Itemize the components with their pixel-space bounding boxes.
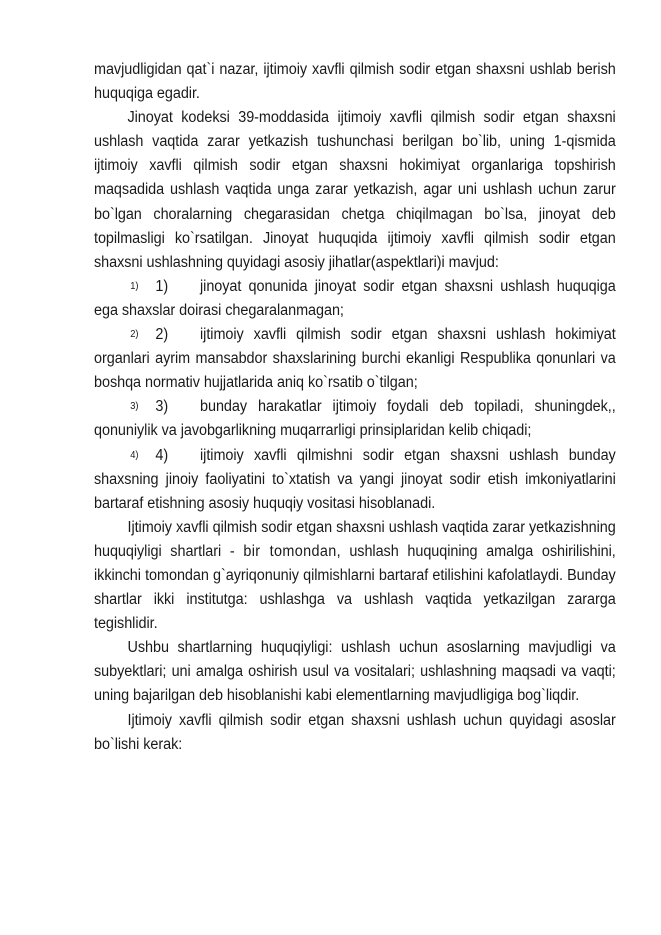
list-item-text: ijtimoiy xavfli qilmishni sodir etgan shaxsni ushlash bunday shaxsning jinoiy faoliyatini to`xtatish va yangi jinoyat sodir etish imkoniyatlarini bartaraf etishning asosiy huquqiy vositasi hisoblanadi. bbox=[94, 446, 616, 512]
list-item bbox=[94, 323, 616, 395]
paragraph-elements: Ushbu shartlarning huquqiyligi: ushlash uchun asoslarning mavjudligi va subyektlari; uni amalga oshirish usul va vositalari; ushlashning maqsadi va vaqti; uning bajarilgan deb hisoblanishi kabi elementlarning mavjudligiga bog`liqdir. bbox=[94, 639, 616, 705]
list-item-text: bunday harakatlar ijtimoiy foydali deb topiladi, shuningdek,, qonuniylik va javobgarlikning muqarrarligi prinsiplaridan kelib chiqadi; bbox=[94, 398, 616, 440]
list-item-number: 1) bbox=[155, 277, 169, 295]
document-page bbox=[94, 58, 616, 757]
list-item bbox=[94, 275, 616, 323]
opening-paragraph: mavjudligidan qat`i nazar, ijtimoiy xavfli qilmish sodir etgan shaxsni ushlab berish huquqiga egadir. bbox=[94, 61, 616, 103]
list-item-number: 4) bbox=[155, 446, 169, 464]
paragraph-text: , ushlash huquqining amalga oshirilishini, ikkinchi tomondan g`ayriqonuniy qilmishlarni bartaraf etilishini kafolatlaydi. Bunday shartlar ikki institutga: ushlashga va ushlash vaqtida yetkazilgan zararga tegishlidir. bbox=[94, 542, 616, 633]
paragraph-text: Ijtimoiy xavfli qilmish sodir etgan shaxsni ushlash vaqtida zarar yetkazishning huquqiyligi shartlari - bbox=[94, 518, 616, 560]
list-item-small-index: 4) bbox=[130, 449, 139, 461]
paragraph-lawfulness-conditions bbox=[94, 516, 616, 636]
list-item-number: 3) bbox=[155, 398, 169, 416]
list-item-number: 2) bbox=[155, 326, 169, 344]
aspects-list bbox=[94, 275, 616, 516]
list-item-small-index: 3) bbox=[130, 401, 139, 413]
list-item-text: jinoyat qonunida jinoyat sodir etgan shaxsni ushlash huquqiga ega shaxslar doirasi chegaralanmagan; bbox=[94, 277, 616, 319]
list-item-text: ijtimoiy xavfli qilmish sodir etgan shaxsni ushlash hokimiyat organlari ayrim mansabdor shaxslarining burchi ekanligi Respublika qonunlari va boshqa normativ hujjatlarida aniq ko`rsatib o`tilgan; bbox=[94, 326, 616, 392]
list-item bbox=[94, 444, 616, 516]
list-item-small-index: 1) bbox=[130, 280, 139, 292]
paragraph-grounds-intro: Ijtimoiy xavfli qilmish sodir etgan shaxsni ushlash uchun quyidagi asoslar bo`lishi kerak: bbox=[94, 711, 616, 753]
list-item bbox=[94, 395, 616, 443]
paragraph-criminal-code-article-39: Jinoyat kodeksi 39-moddasida ijtimoiy xavfli qilmish sodir etgan shaxsni ushlash vaqtida zarar yetkazish tushunchasi berilgan bo`lib, uning 1-qismida ijtimoiy xavfli qilmish sodir etgan shaxsni hokimiyat organlariga topshirish maqsadida ushlash vaqtida unga zarar yetkazish, agar uni ushlash uchun zarur bo`lgan choralarning chegarasidan chetga chiqilmagan bo`lsa, jinoyat deb topilmasligi ko`rsatilgan. Jinoyat huquqida ijtimoiy xavfli qilmish sodir etgan shaxsni ushlashning quyidagi asosiy jihatlar(aspektlari)i mavjud: bbox=[94, 109, 616, 271]
list-item-small-index: 2) bbox=[130, 329, 139, 341]
emphasized-phrase: bir tomondan bbox=[243, 542, 337, 560]
